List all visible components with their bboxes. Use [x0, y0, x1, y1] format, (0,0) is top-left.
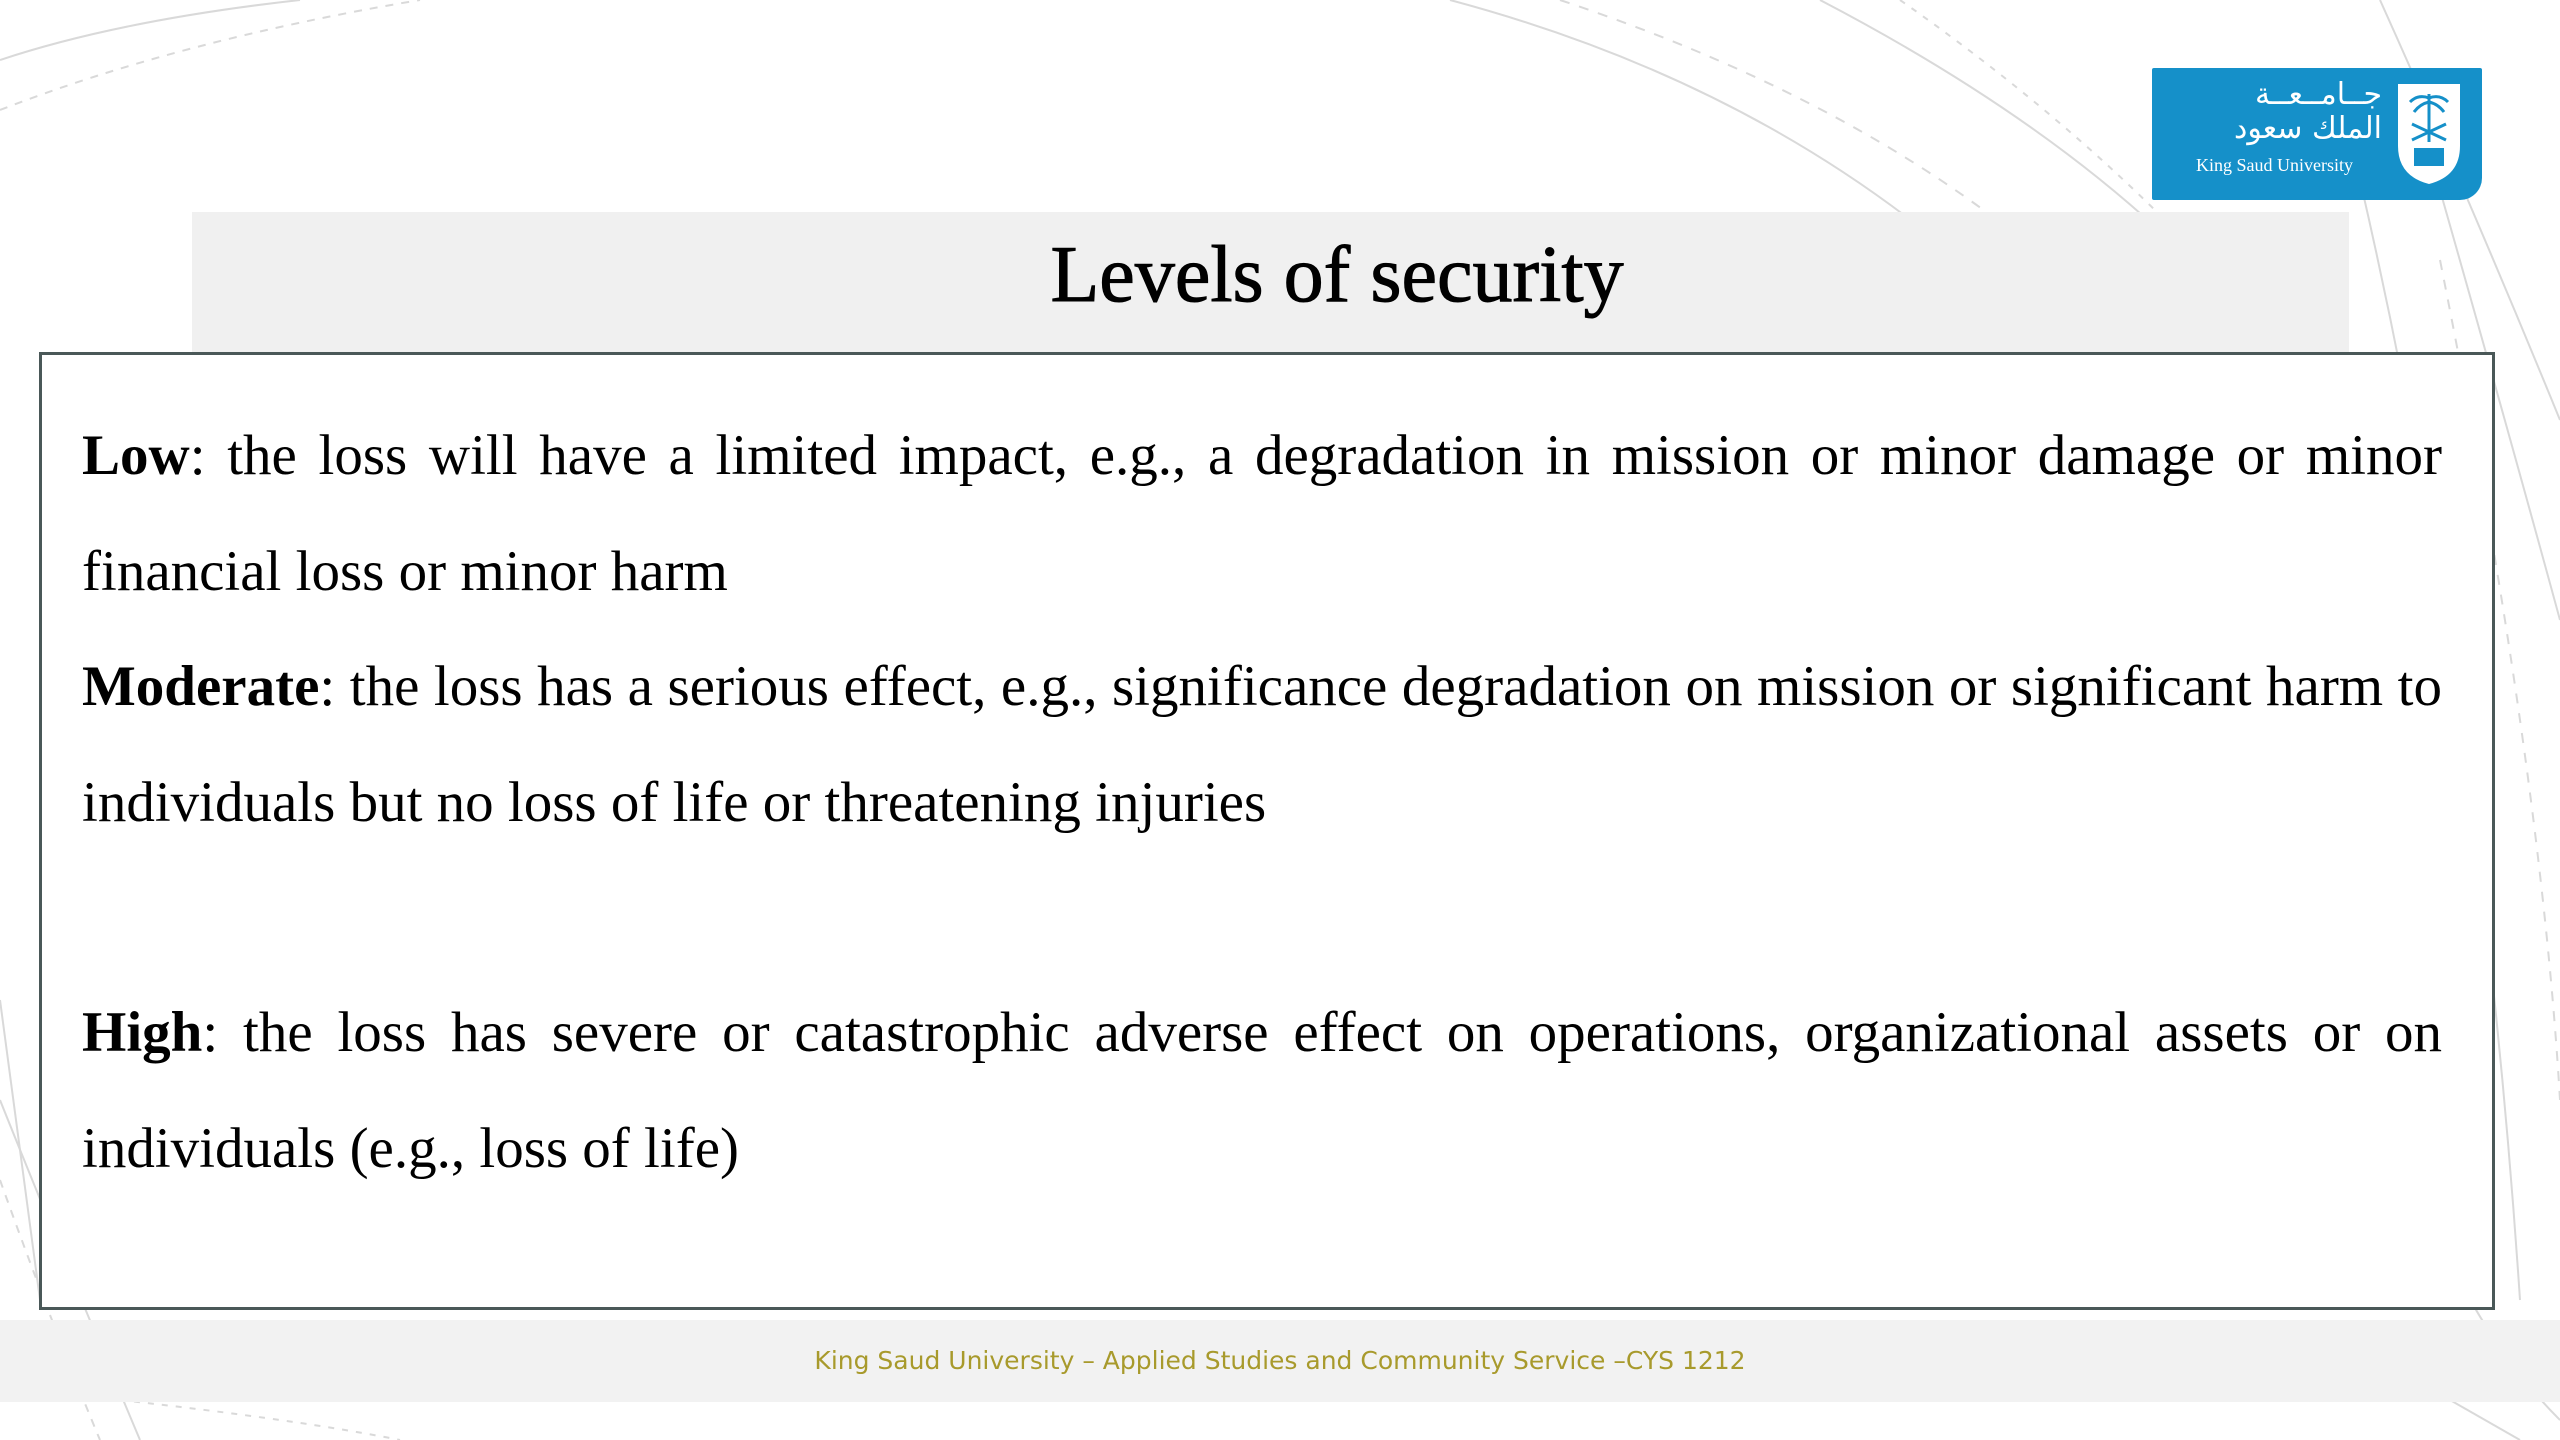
logo-english-name: King Saud University	[2196, 155, 2353, 175]
level-low-description: : the loss will have a limited impact, e.g., a degradation in mission or minor damage or minor financial loss or minor harm	[82, 424, 2442, 603]
logo-arabic-line-1: جــامــعــة	[2254, 77, 2382, 112]
level-high-description: : the loss has severe or catastrophic adverse effect on operations, organizational assets or on individuals (e.g., loss of life)	[82, 1001, 2442, 1180]
level-high	[82, 975, 2442, 1206]
level-low	[82, 398, 2442, 629]
level-low-term: Low	[82, 424, 190, 487]
logo-arabic-line-2: الملك سعود	[2233, 111, 2382, 146]
level-moderate-description: : the loss has a serious effect, e.g., significance degradation on mission or significant harm to individuals but no loss of life or threatening injuries	[82, 655, 2442, 834]
palm-swords-emblem-icon	[2392, 80, 2466, 188]
university-logo	[2152, 68, 2482, 200]
level-high-term: High	[82, 1001, 203, 1064]
slide-footer: King Saud University – Applied Studies and Community Service –CYS 1212	[814, 1346, 1746, 1375]
level-moderate	[82, 629, 2442, 860]
slide-title: Levels of security	[1050, 231, 1624, 319]
level-moderate-term: Moderate	[82, 655, 320, 718]
